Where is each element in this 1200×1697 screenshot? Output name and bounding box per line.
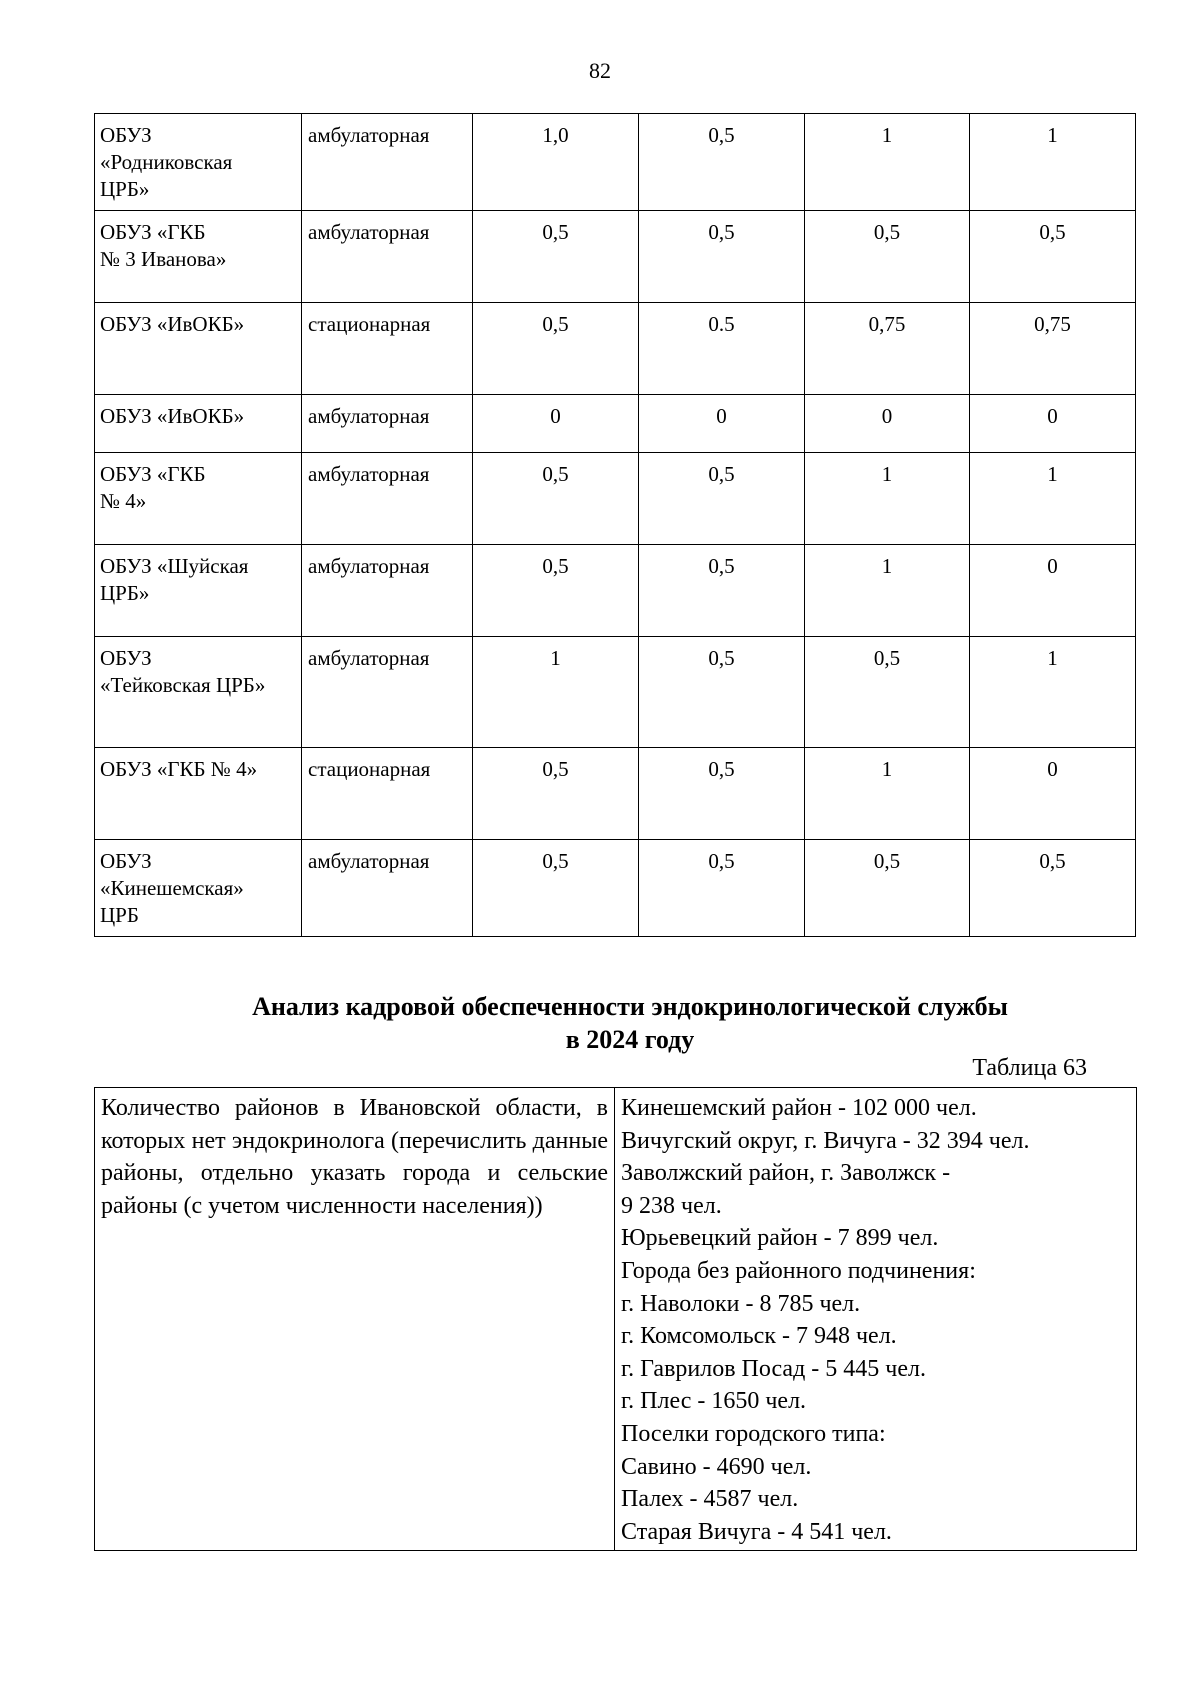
org-line: ЦРБ	[100, 903, 139, 927]
value-cell-1: 1,0	[473, 114, 639, 211]
answer-line: г. Наволоки - 8 785 чел.	[621, 1290, 861, 1317]
value-cell-2: 0	[639, 395, 805, 453]
staffing-table	[94, 113, 1136, 937]
org-line: ОБУЗ «ИвОКБ»	[100, 312, 245, 336]
staffing-table-body	[95, 114, 1136, 937]
value-cell-4: 0	[970, 748, 1136, 840]
care-type-cell: амбулаторная	[302, 211, 473, 303]
answer-line: Города без районного подчинения:	[621, 1257, 976, 1284]
value-cell-4: 0,5	[970, 840, 1136, 937]
org-line: ЦРБ»	[100, 581, 150, 605]
value-cell-3: 0,5	[805, 840, 970, 937]
value-cell-3: 1	[805, 545, 970, 637]
value-cell-1: 0,5	[473, 748, 639, 840]
care-type-cell: стационарная	[302, 748, 473, 840]
table-row	[95, 395, 1136, 453]
answer-cell	[615, 1088, 1137, 1551]
value-cell-3: 0,75	[805, 303, 970, 395]
answer-line: Старая Вичуга - 4 541 чел.	[621, 1518, 892, 1545]
value-cell-2: 0,5	[639, 748, 805, 840]
value-cell-2: 0,5	[639, 545, 805, 637]
value-cell-2: 0,5	[639, 211, 805, 303]
org-cell	[95, 637, 302, 748]
org-line: ОБУЗ	[100, 646, 152, 670]
value-cell-4: 0,5	[970, 211, 1136, 303]
value-cell-1: 0,5	[473, 303, 639, 395]
org-cell	[95, 545, 302, 637]
value-cell-4: 1	[970, 114, 1136, 211]
answer-line: Палех - 4587 чел.	[621, 1486, 799, 1513]
org-line: ОБУЗ	[100, 123, 152, 147]
answer-line: г. Комсомольск - 7 948 чел.	[621, 1323, 897, 1350]
value-cell-2: 0,5	[639, 114, 805, 211]
page-number: 82	[589, 58, 611, 83]
section-title-line-1: Анализ кадровой обеспеченности эндокринологической службы	[252, 992, 1008, 1021]
org-line: ОБУЗ «ГКБ	[100, 462, 206, 486]
org-line: ОБУЗ «ГКБ № 4»	[100, 757, 258, 781]
value-cell-1: 0,5	[473, 545, 639, 637]
answer-line: Юрьевецкий район - 7 899 чел.	[621, 1225, 939, 1252]
org-line: «Кинешемская»	[100, 876, 244, 900]
table-row	[95, 748, 1136, 840]
org-line: ОБУЗ «Шуйская	[100, 554, 249, 578]
org-line: ОБУЗ «ИвОКБ»	[100, 404, 245, 428]
org-cell	[95, 748, 302, 840]
answer-line: Заволжский район, г. Заволжск -	[621, 1160, 951, 1187]
care-type-cell: амбулаторная	[302, 637, 473, 748]
org-line: «Тейковская ЦРБ»	[100, 673, 266, 697]
org-cell	[95, 211, 302, 303]
org-line: ЦРБ»	[100, 177, 150, 201]
table-row	[95, 637, 1136, 748]
answer-line: Вичугский округ, г. Вичуга - 32 394 чел.	[621, 1127, 1030, 1154]
section-title	[0, 990, 1200, 1056]
table-row	[95, 211, 1136, 303]
care-type-cell: амбулаторная	[302, 840, 473, 937]
org-cell	[95, 303, 302, 395]
value-cell-1: 0,5	[473, 453, 639, 545]
org-cell	[95, 114, 302, 211]
org-line: ОБУЗ	[100, 849, 152, 873]
table-row	[95, 840, 1136, 937]
care-type-cell: амбулаторная	[302, 395, 473, 453]
org-line: № 3 Иванова»	[100, 247, 227, 271]
value-cell-1: 0,5	[473, 211, 639, 303]
question-cell: Количество районов в Ивановской области, в которых нет эндокринолога (перечислить данные районы, отдельно указать города и сельские районы (с учетом численности населения))	[95, 1088, 615, 1551]
care-type-cell: амбулаторная	[302, 453, 473, 545]
value-cell-3: 0,5	[805, 211, 970, 303]
value-cell-2: 0,5	[639, 637, 805, 748]
answer-line: 9 238 чел.	[621, 1192, 722, 1219]
value-cell-2: 0,5	[639, 453, 805, 545]
section-title-line-2: в 2024 году	[565, 1025, 695, 1054]
value-cell-4: 1	[970, 637, 1136, 748]
care-type-cell: стационарная	[302, 303, 473, 395]
answer-line: г. Гаврилов Посад - 5 445 чел.	[621, 1355, 926, 1382]
answer-line: г. Плес - 1650 чел.	[621, 1388, 807, 1415]
org-cell	[95, 395, 302, 453]
value-cell-3: 1	[805, 453, 970, 545]
value-cell-3: 0	[805, 395, 970, 453]
answer-line: Савино - 4690 чел.	[621, 1453, 812, 1480]
districts-row	[95, 1088, 1137, 1551]
value-cell-4: 0	[970, 545, 1136, 637]
care-type-cell: амбулаторная	[302, 114, 473, 211]
value-cell-2: 0.5	[639, 303, 805, 395]
table-row	[95, 114, 1136, 211]
table-label: Таблица 63	[972, 1055, 1087, 1081]
value-cell-1: 0,5	[473, 840, 639, 937]
table-row	[95, 453, 1136, 545]
org-line: № 4»	[100, 489, 147, 513]
value-cell-4: 0,75	[970, 303, 1136, 395]
value-cell-3: 1	[805, 114, 970, 211]
value-cell-1: 0	[473, 395, 639, 453]
org-cell	[95, 840, 302, 937]
care-type-cell: амбулаторная	[302, 545, 473, 637]
org-line: ОБУЗ «ГКБ	[100, 220, 206, 244]
value-cell-3: 0,5	[805, 637, 970, 748]
answer-line: Поселки городского типа:	[621, 1420, 886, 1447]
value-cell-1: 1	[473, 637, 639, 748]
value-cell-4: 0	[970, 395, 1136, 453]
districts-table	[94, 1087, 1137, 1551]
table-row	[95, 303, 1136, 395]
org-cell	[95, 453, 302, 545]
value-cell-3: 1	[805, 748, 970, 840]
value-cell-4: 1	[970, 453, 1136, 545]
org-line: «Родниковская	[100, 150, 233, 174]
answer-line: Кинешемский район - 102 000 чел.	[621, 1095, 977, 1121]
table-row	[95, 545, 1136, 637]
value-cell-2: 0,5	[639, 840, 805, 937]
